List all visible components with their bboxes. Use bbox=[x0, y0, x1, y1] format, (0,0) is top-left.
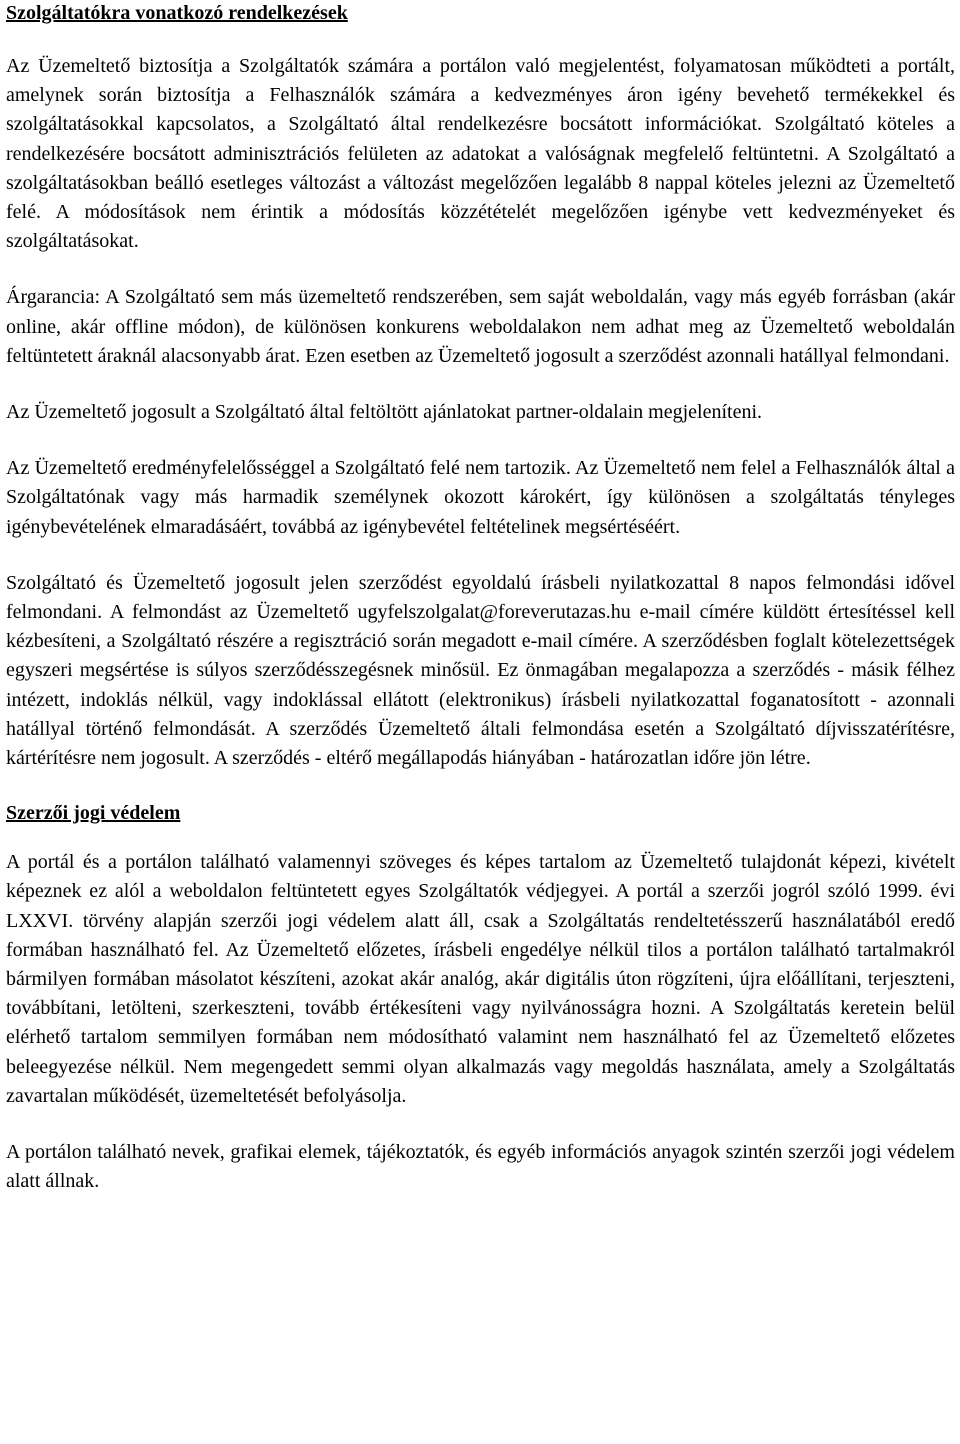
paragraph-partner-display: Az Üzemeltető jogosult a Szolgáltató által feltöltött ajánlatokat partner-oldalain megjeleníteni. bbox=[6, 401, 763, 424]
paragraph-copyright-names: A portálon található nevek, grafikai elemek, tájékoztatók, és egyéb információs anyagok szintén szerzői jogi védelem alatt állnak. bbox=[6, 1141, 955, 1193]
section-heading-provider-provisions: Szolgáltatókra vonatkozó rendelkezések bbox=[6, 2, 348, 24]
document-page bbox=[6, 0, 955, 1197]
section-heading-copyright: Szerzői jogi védelem bbox=[6, 802, 181, 825]
paragraph-operator-obligations: Az Üzemeltető biztosítja a Szolgáltatók számára a portálon való megjelentést, folyamatosan működteti a portált, amelynek során biztosítja a Felhasználók számára a kedvezményes áron igény bevehető termékekkel és szolgáltatásokkal kapcsolatos, a Szolgáltató által rendelkezésre bocsátott információkat. Szolgáltató köteles a rendelkezésére bocsátott adminisztrációs felületen az adatokat a valóságnak megfelelő feltüntetni. A Szolgáltató a szolgáltatásokban beálló esetleges változást a változást megelőzően legalább 8 nappal köteles jelezni az Üzemeltető felé. A módosítások nem érintik a módosítás közzétételét megelőzően igénybe vett kedvezményeket és szolgáltatásokat. bbox=[6, 55, 955, 253]
paragraph-copyright-content: A portál és a portálon található valamennyi szöveges és képes tartalom az Üzemeltető tulajdonát képezi, kivételt képeznek ez alól a weboldalon feltüntetett egyes Szolgáltatók védjegyei. A portál a szerzői jogról szóló 1999. évi LXXVI. törvény alapján szerzői jogi védelem alatt áll, csak a Szolgáltatás rendeltetésszerű használatából eredő formában használható fel. Az Üzemeltető előzetes, írásbeli engedélye nélkül tilos a portálon található tartalmakról bármilyen formában másolatot készíteni, azokat akár analóg, akár digitális úton rögzíteni, újra előállítani, terjeszteni, továbbítani, letölteni, szerkeszteni, tovább értékesíteni vagy nyilvánosságra hozni. A Szolgáltatás keretein belül elérhető tartalom semmilyen formában nem módosítható valamint nem használható fel az Üzemeltető előzetes beleegyezése nélkül. Nem megengedett semmi olyan alkalmazás vagy megoldás használata, amely a Szolgáltatás zavartalan működését, üzemeltetését befolyásolja. bbox=[6, 851, 955, 1107]
paragraph-liability: Az Üzemeltető eredményfelelősséggel a Szolgáltató felé nem tartozik. Az Üzemeltető nem felel a Felhasználók által a Szolgáltatónak vagy más harmadik személynek okozott károkért, így különösen a szolgáltatás tényleges igénybevételének elmaradásáért, továbbá az igénybevétel feltételinek megsértéséért. bbox=[6, 457, 955, 538]
paragraph-price-guarantee: Árgarancia: A Szolgáltató sem más üzemeltető rendszerében, sem saját weboldalán, vagy más egyéb forrásban (akár online, akár offline módon), de különösen konkurens weboldalakon nem adhat meg az Üzemeltető weboldalán feltüntetett áraknál alacsonyabb árat. Ezen esetben az Üzemeltető jogosult a szerződést azonnali hatállyal felmondani. bbox=[6, 286, 955, 367]
paragraph-termination: Szolgáltató és Üzemeltető jogosult jelen szerződést egyoldalú írásbeli nyilatkozattal 8 napos felmondási idővel felmondani. A felmondást az Üzemeltető ugyfelszolgalat@foreverutazas.hu e-mail címére küldött értesítéssel kell kézbesíteni, a Szolgáltató részére a regisztráció során megadott e-mail címére. A szerződésben foglalt kötelezettségek egyszeri megsértése is súlyos szerződésszegésnek minősül. Ez önmagában megalapozza a szerződés - másik félhez intézett, indoklás nélkül, vagy indoklással ellátott (elektronikus) írásbeli nyilatkozattal foganatosított - azonnali hatállyal történő felmondását. A szerződés Üzemeltető általi felmondása esetén a Szolgáltató díjvisszatérítésre, kártérítésre nem jogosult. A szerződés - eltérő megállapodás hiányában - határozatlan időre jön létre. bbox=[6, 571, 955, 770]
